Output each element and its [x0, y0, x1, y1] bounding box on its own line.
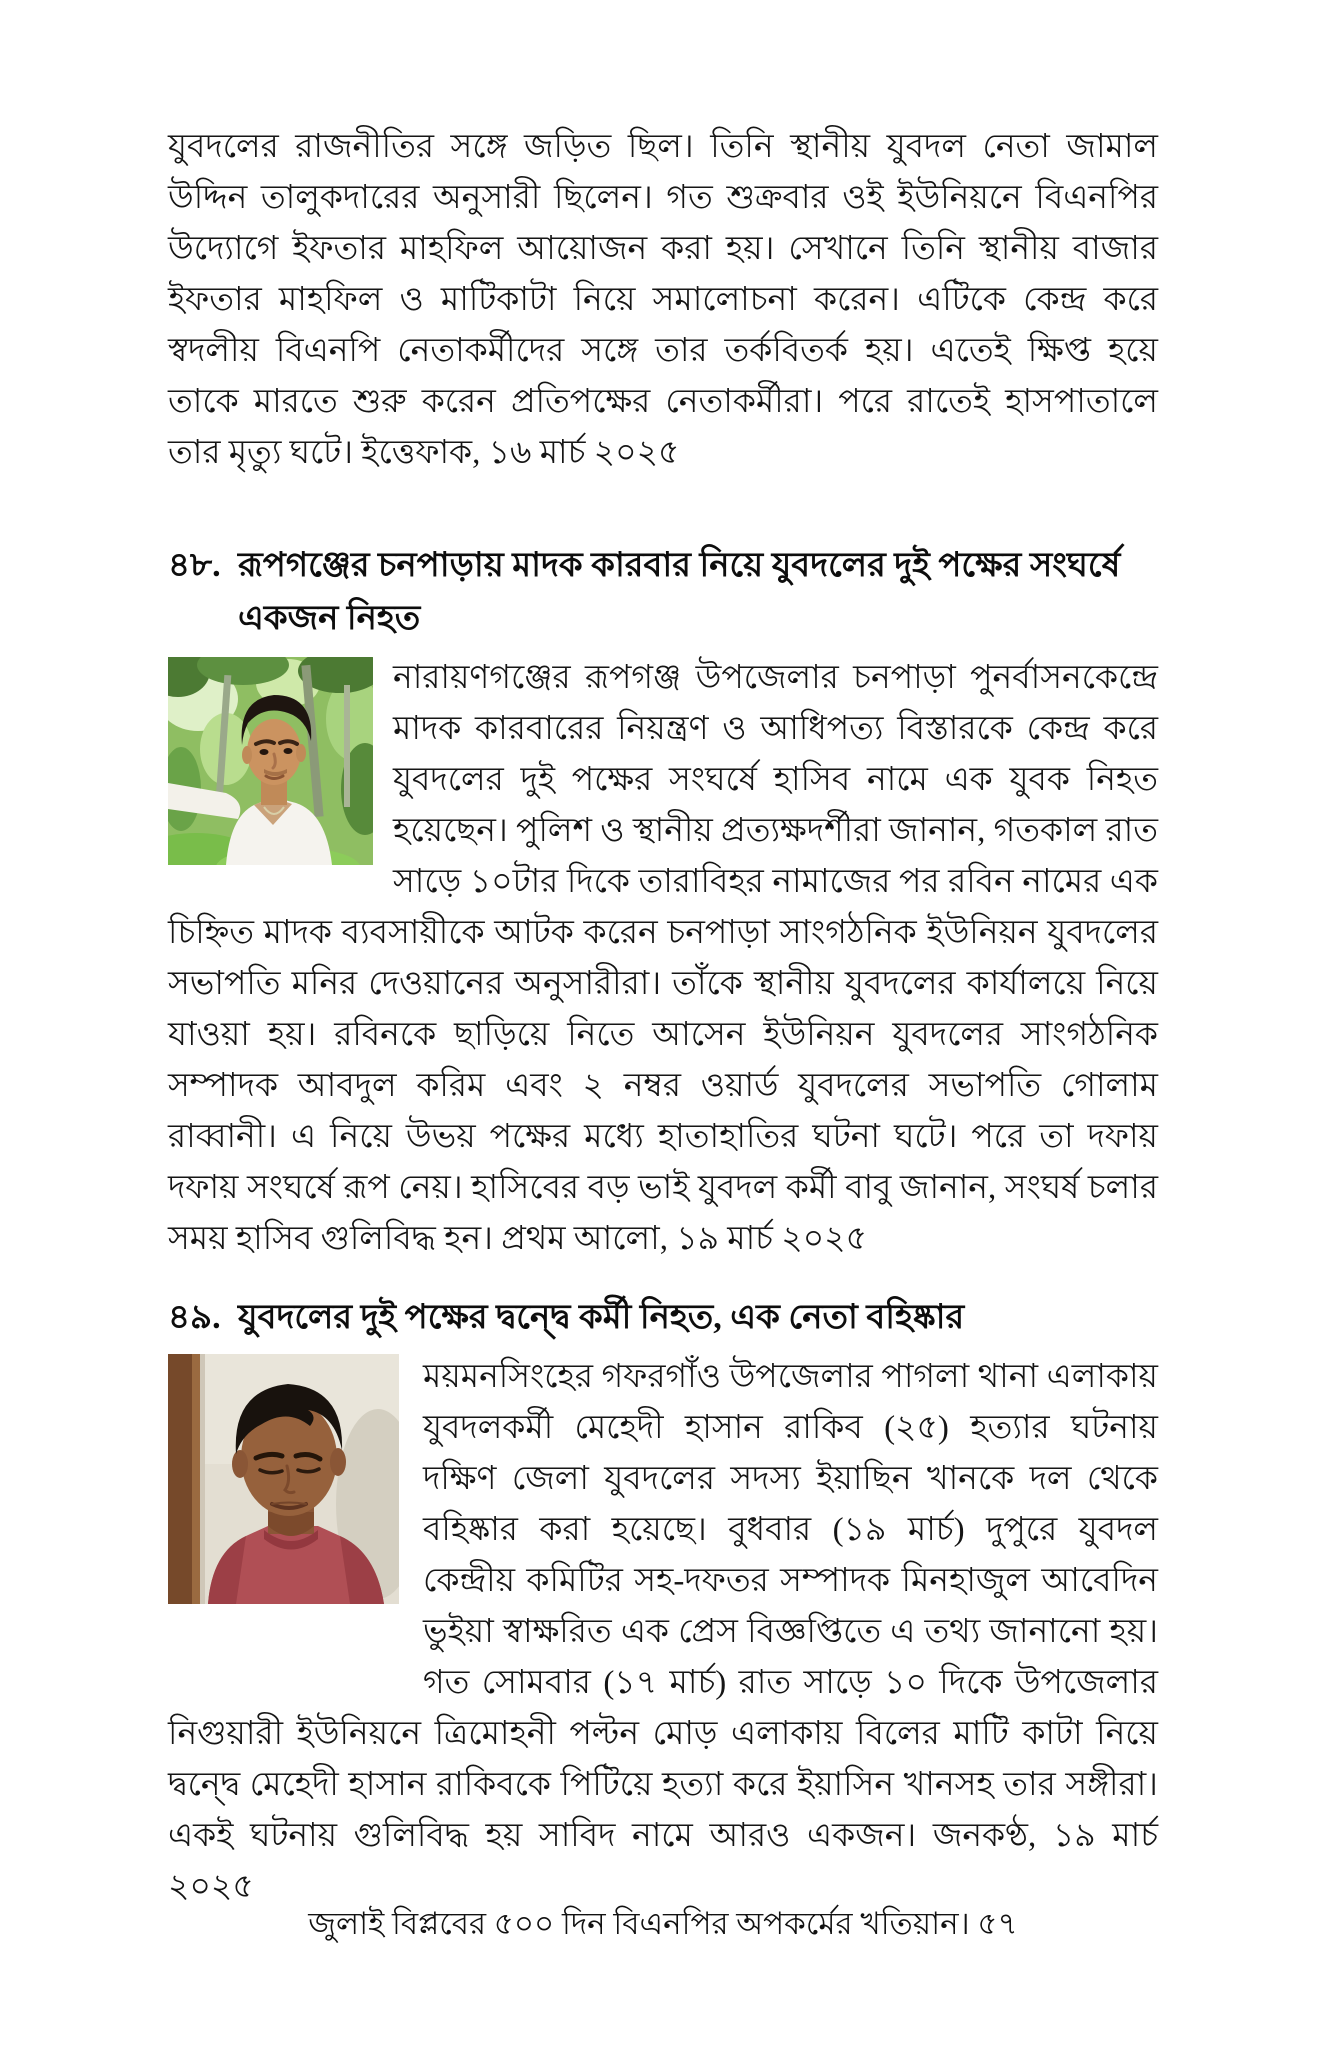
section-49 — [168, 1291, 1158, 1913]
section-48-heading — [168, 539, 1158, 645]
page-number: ৫৭ — [977, 1906, 1018, 1941]
section-49-heading — [168, 1291, 1158, 1344]
section-49-number: ৪৯. — [168, 1299, 221, 1336]
page-content — [168, 122, 1158, 1939]
footer-text: জুলাই বিপ্লবের ৫০০ দিন বিএনপির অপকর্মের খতিয়ান। — [308, 1906, 970, 1941]
intro-paragraph: যুবদলের রাজনীতির সঙ্গে জড়িত ছিল। তিনি স্থানীয় যুবদল নেতা জামাল উদ্দিন তালুকদারের অনুসারী ছিলেন। গত শুক্রবার ওই ইউনিয়নে বিএনপির উদ্যোগে ইফতার মাহফিল আয়োজন করা হয়। সেখানে তিনি স্থানীয় বাজার ইফতার মাহফিল ও মাটিকাটা নিয়ে সমালোচনা করেন। এটিকে কেন্দ্র করে স্বদলীয় বিএনপি নেতাকর্মীদের সঙ্গে তার তর্কবিতর্ক হয়। এতেই ক্ষিপ্ত হয়ে তাকে মারতে শুরু করেন প্রতিপক্ষের নেতাকর্মীরা। পরে রাতেই হাসপাতালে তার মৃত্যু ঘটে। ইত্তেফাক, ১৬ মার্চ ২০২৫ — [168, 129, 1158, 471]
indoor-portrait-photo — [168, 1354, 399, 1604]
outdoor-portrait-photo — [168, 657, 373, 865]
page-footer — [0, 1900, 1326, 1948]
section-49-text: ময়মনসিংহের গফরগাঁও উপজেলার পাগলা থানা এলাকায় যুবদলকর্মী মেহেদী হাসান রাকিব (২৫) হত্যার ঘটনায় দক্ষিণ জেলা যুবদলের সদস্য ইয়াছিন খানকে দল থেকে বহিষ্কার করা হয়েছে। বুধবার (১৯ মার্চ) দুপুরে যুবদল কেন্দ্রীয় কমিটির সহ-দফতর সম্পাদক মিনহাজুল আবেদিন ভুইয়া স্বাক্ষরিত এক প্রেস বিজ্ঞপ্তিতে এ তথ্য জানানো হয়। গত সোমবার (১৭ মার্চ) রাত সাড়ে ১০ দিকে উপজেলার নিগুয়ারী ইউনিয়নে ত্রিমোহনী পল্টন মোড় এলাকায় বিলের মাটি কাটা নিয়ে দ্বন্দ্বে মেহেদী হাসান রাকিবকে পিটিয়ে হত্যা করে ইয়াসিন খানসহ তার সঙ্গীরা। একই ঘটনায় গুলিবিদ্ধ হয় সাবিদ নামে আরও একজন। জনকণ্ঠ, ১৯ মার্চ ২০২৫ — [168, 1359, 1158, 1905]
section-49-body — [168, 1352, 1158, 1913]
section-49-title: যুবদলের দুই পক্ষের দ্বন্দ্বে কর্মী নিহত, এক নেতা বহিষ্কার — [238, 1299, 965, 1336]
section-48-text: নারায়ণগঞ্জের রূপগঞ্জ উপজেলার চনপাড়া পুনর্বাসনকেন্দ্রে মাদক কারবারের নিয়ন্ত্রণ ও আধিপত্য বিস্তারকে কেন্দ্র করে যুবদলের দুই পক্ষের সংঘর্ষে হাসিব নামে এক যুবক নিহত হয়েছেন। পুলিশ ও স্থানীয় প্রত্যক্ষদর্শীরা জানান, গতকাল রাত সাড়ে ১০টার দিকে তারাবিহর নামাজের পর রবিন নামের এক চিহ্নিত মাদক ব্যবসায়ীকে আটক করেন চনপাড়া সাংগঠনিক ইউনিয়ন যুবদলের সভাপতি মনির দেওয়ানের অনুসারীরা। তাঁকে স্থানীয় যুবদলের কার্যালয়ে নিয়ে যাওয়া হয়। রবিনকে ছাড়িয়ে নিতে আসেন ইউনিয়ন যুবদলের সাংগঠনিক সম্পাদক আবদুল করিম এবং ২ নম্বর ওয়ার্ড যুবদলের সভাপতি গোলাম রাব্বানী। এ নিয়ে উভয় পক্ষের মধ্যে হাতাহাতির ঘটনা ঘটে। পরে তা দফায় দফায় সংঘর্ষে রূপ নেয়। হাসিবের বড় ভাই যুবদল কর্মী বাবু জানান, সংঘর্ষ চলার সময় হাসিব গুলিবিদ্ধ হন। প্রথম আলো, ১৯ মার্চ ২০২৫ — [168, 660, 1158, 1257]
section-48 — [168, 539, 1158, 1265]
section-49-news-photo — [168, 1354, 399, 1604]
section-48-number: ৪৮. — [168, 547, 221, 584]
section-48-body — [168, 653, 1158, 1265]
section-48-news-photo — [168, 657, 373, 865]
section-48-title: রূপগঞ্জের চনপাড়ায় মাদক কারবার নিয়ে যুবদলের দুই পক্ষের সংঘর্ষে একজন নিহত — [238, 547, 1121, 637]
